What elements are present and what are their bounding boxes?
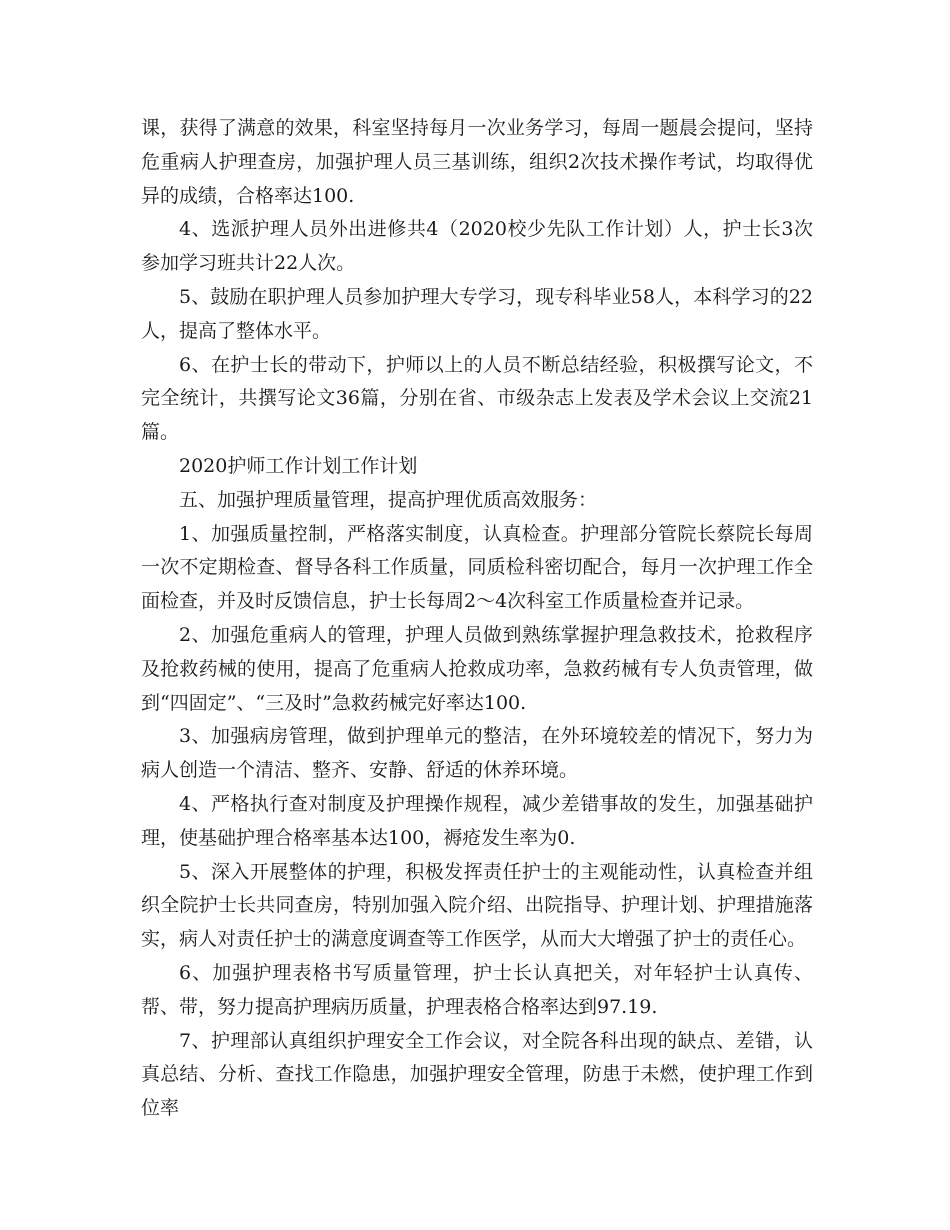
paragraph-11: 5、深入开展整体的护理，积极发挥责任护士的主观能动性，认真检查并组织全院护士长共同查房，特别加强入院介绍、出院指导、护理计划、护理措施落实，病人对责任护士的满意度调查等工作医学，从而大大增强了护士的责任心。 bbox=[141, 860, 813, 951]
paragraph-1: 课，获得了满意的效果，科室坚持每月一次业务学习，每周一题晨会提问，坚持危重病人护理查房，加强护理人员三基训练，组织2次技术操作考试，均取得优异的成绩，合格率达100. bbox=[141, 117, 813, 207]
paragraph-13: 7、护理部认真组织护理安全工作会议，对全院各科出现的缺点、差错，认真总结、分析、查找工作隐患，加强护理安全管理，防患于未燃，使护理工作到位率 bbox=[141, 1029, 813, 1120]
paragraph-7: 1、加强质量控制，严格落实制度，认真检查。护理部分管院长蔡院长每周一次不定期检查、督导各科工作质量，同质检科密切配合，每月一次护理工作全面检查，并及时反馈信息，护士长每周2～4次科室工作质量检查并记录。 bbox=[141, 522, 813, 613]
section-heading-plan: 2020护师工作计划工作计划 bbox=[179, 454, 418, 477]
paragraph-2: 4、选派护理人员外出进修共4（2020校少先队工作计划）人，护士长3次参加学习班共计22人次。 bbox=[141, 218, 813, 275]
paragraph-9: 3、加强病房管理，做到护理单元的整洁，在外环境较差的情况下，努力为病人创造一个清洁、整齐、安静、舒适的休养环境。 bbox=[141, 725, 813, 782]
document-body bbox=[141, 112, 813, 1126]
paragraph-10: 4、严格执行查对制度及护理操作规程，减少差错事故的发生，加强基础护理，使基础护理合格率基本达100，褥疮发生率为0. bbox=[141, 792, 813, 849]
paragraph-3: 5、鼓励在职护理人员参加护理大专学习，现专科毕业58人，本科学习的22人，提高了整体水平。 bbox=[141, 285, 813, 342]
paragraph-12: 6、加强护理表格书写质量管理，护士长认真把关，对年轻护士认真传、帮、带，努力提高护理病历质量，护理表格合格率达到97.19. bbox=[141, 961, 813, 1018]
paragraph-4: 6、在护士长的带动下，护师以上的人员不断总结经验，积极撰写论文，不完全统计，共撰写论文36篇，分别在省、市级杂志上发表及学术会议上交流21篇。 bbox=[141, 353, 813, 444]
section-heading-quality: 五、加强护理质量管理，提高护理优质高效服务： bbox=[179, 488, 598, 511]
paragraph-8: 2、加强危重病人的管理，护理人员做到熟练掌握护理急救技术，抢救程序及抢救药械的使用，提高了危重病人抢救成功率，急救药械有专人负责管理，做到“四固定”、“三及时”急救药械完好率达100. bbox=[141, 623, 813, 714]
